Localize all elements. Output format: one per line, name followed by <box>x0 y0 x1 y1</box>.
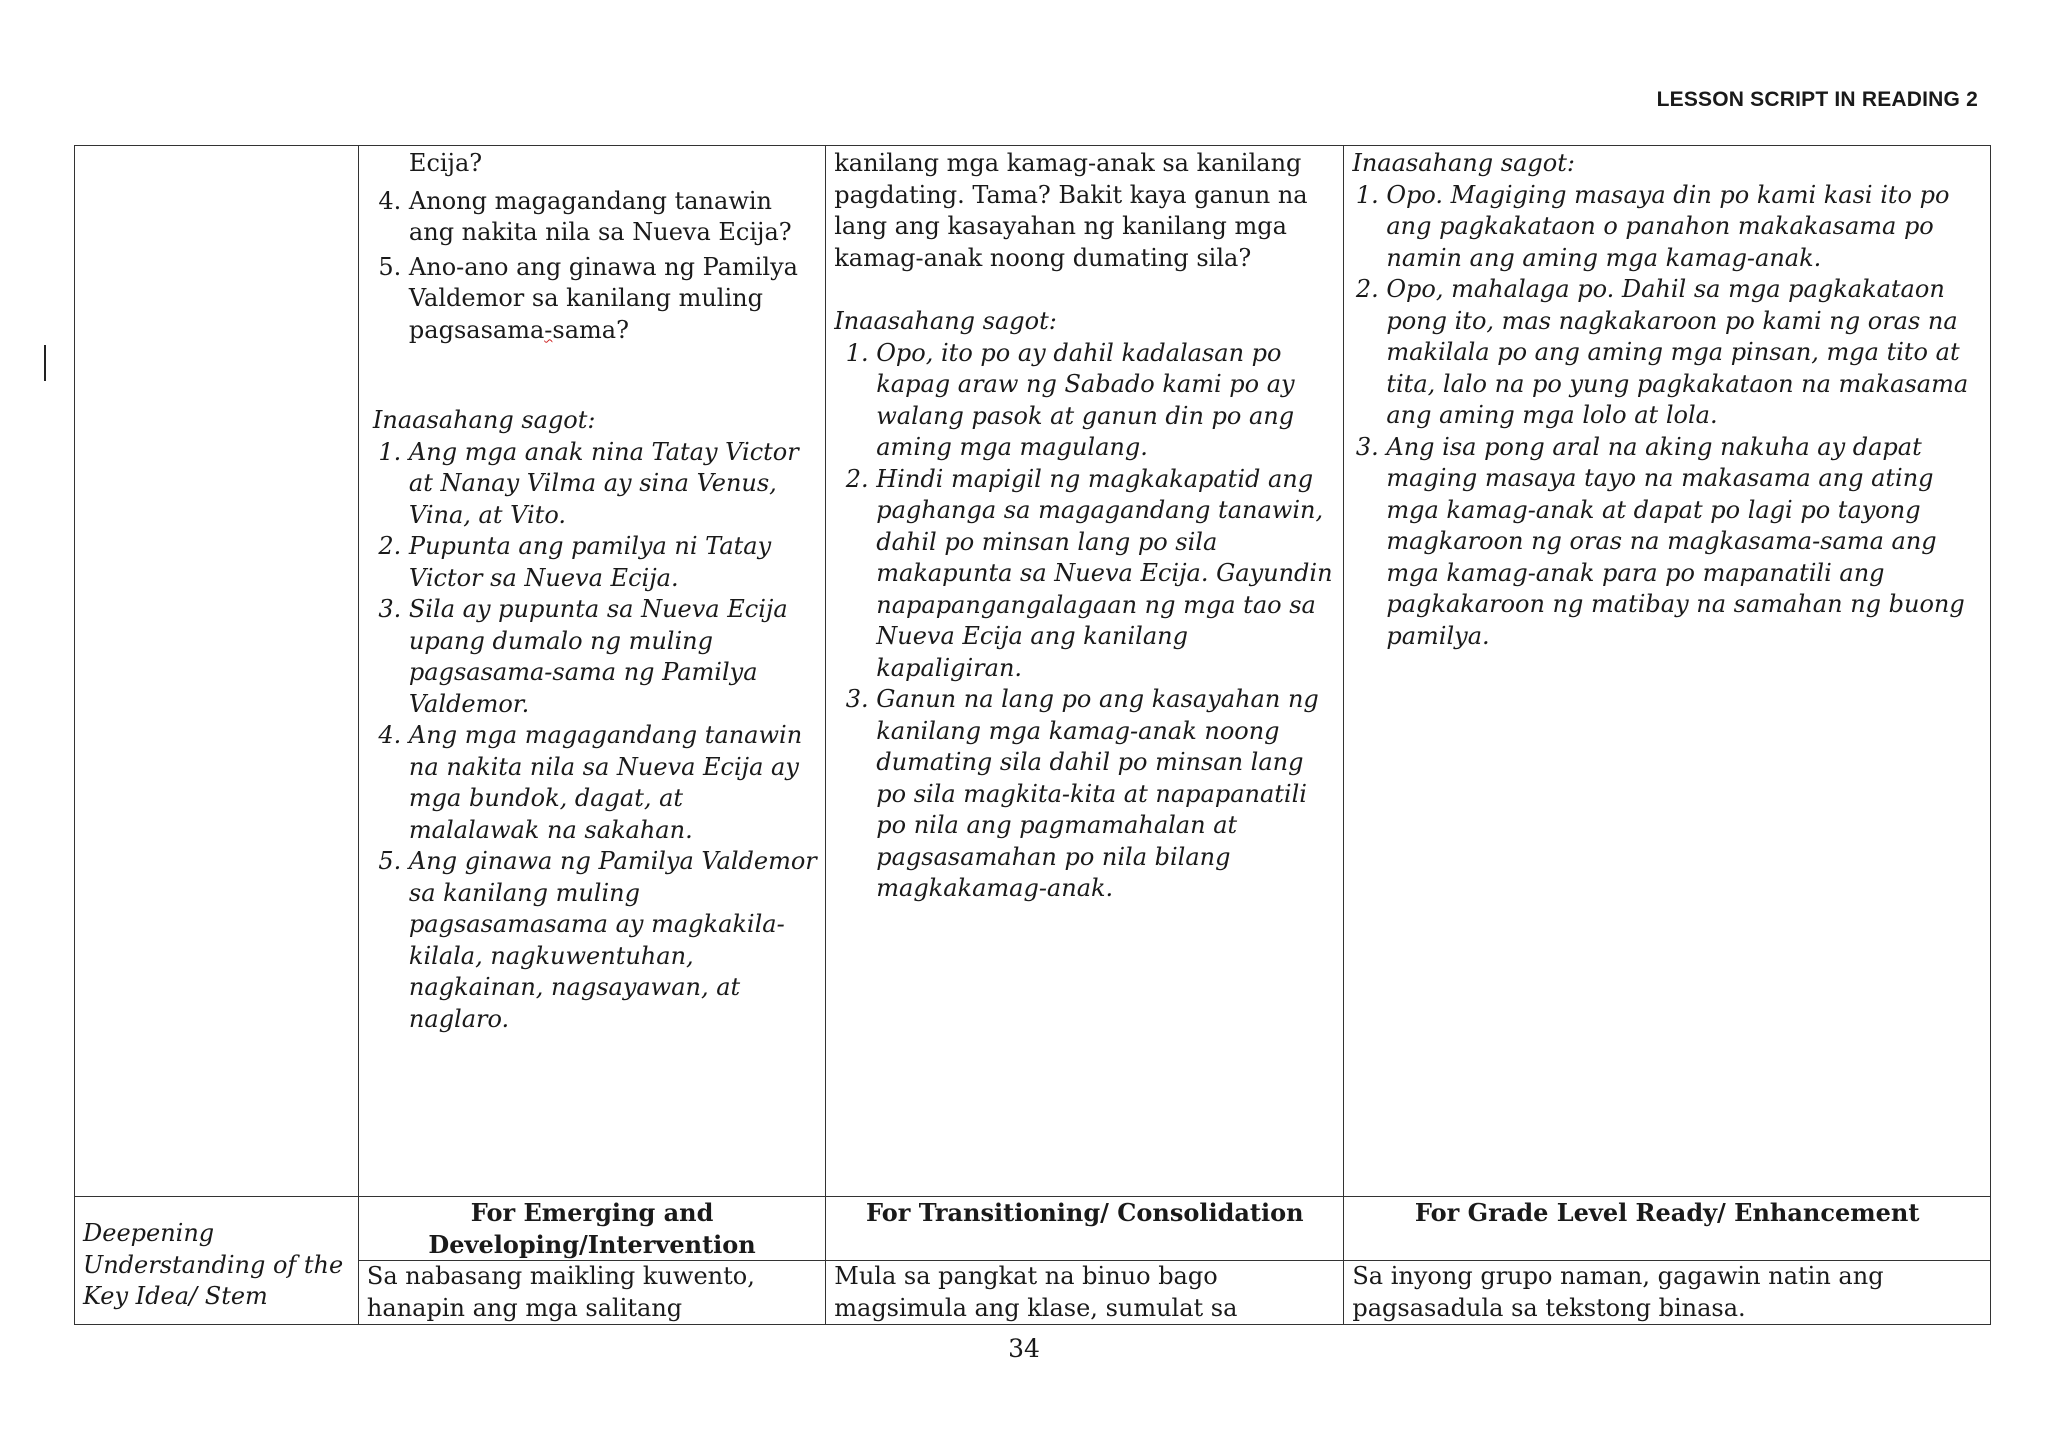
list-item: 5. Ang ginawa ng Pamilya Valdemor sa kanilang muling pagsasamasama ay magkakila-kilala, nagkuwentuhan, nagkainan, nagsayawan, at naglaro. <box>409 846 817 1035</box>
answer-list <box>834 338 1335 905</box>
list-item: 1. Opo, ito po ay dahil kadalasan po kapag araw ng Sabado kami po ay walang pasok at ganun din po ang aming mga magulang. <box>876 338 1335 464</box>
text-cursor-marker <box>44 345 46 381</box>
expected-answer-label: Inaasahang sagot: <box>1352 149 1575 177</box>
deepening-text-grade-level: Sa inyong grupo naman, gagawin natin ang pagsasadula sa tekstong binasa. <box>1344 1261 1991 1325</box>
table-cell-questions-answers <box>358 146 825 1197</box>
page-number: 34 <box>1008 1334 1040 1363</box>
answer-list <box>1352 180 1982 653</box>
table-row <box>75 1261 1991 1325</box>
question-continuation: kanilang mga kamag-anak sa kanilang pagdating. Tama? Bakit kaya ganun na lang ang kasayahan ng kanilang mga kamag-anak noong dumating sila? <box>834 149 1308 272</box>
table-row <box>75 1197 1991 1261</box>
list-item: 2. Hindi mapigil ng magkakapatid ang paghanga sa magagandang tanawin, dahil po minsan lang po sila makapunta sa Nueva Ecija. Gayundin napapangangalagaan ng mga tao sa Nueva Ecija ang kanilang kapaligiran. <box>876 464 1335 685</box>
list-item: 3. Ang isa pong aral na aking nakuha ay dapat maging masaya tayo na makasama ang ating mga kamag-anak at dapat po lagi po tayong magkaroon ng oras na magkasama-sama ang mga kamag-anak para po mapanatili ang pagkakaroon ng matibay na samahan ng buong pamilya. <box>1386 432 1982 653</box>
expected-answer-label: Inaasahang sagot: <box>372 406 596 434</box>
list-item: 2. Opo, mahalaga po. Dahil sa mga pagkakataon pong ito, mas nagkakaroon po kami ng oras na makilala po ang aming mga pinsan, mga tito at tita, lalo na po yung pagkakataon na makasama ang aming mga lolo at lola. <box>1386 274 1982 432</box>
list-item: 3. Ganun na lang po ang kasayahan ng kanilang mga kamag-anak noong dumating sila dahil po minsan lang po sila magkita-kita at napapanatili po nila ang pagmamahalan at pagsasamahan po nila bilang magkakamag-anak. <box>876 684 1335 905</box>
deepening-label: Deepening Understanding of the Key Idea/ Stem <box>75 1197 359 1325</box>
question-continuation: Ecija? <box>408 149 483 177</box>
question-list <box>367 186 817 347</box>
column-header-grade-level: For Grade Level Ready/ Enhancement <box>1344 1197 1991 1261</box>
page-header-title: LESSON SCRIPT IN READING 2 <box>1656 88 1978 111</box>
list-item: 4. Ang mga magagandang tanawin na nakita nila sa Nueva Ecija ay mga bundok, dagat, at malalawak na sakahan. <box>409 720 817 846</box>
expected-answer-label: Inaasahang sagot: <box>834 307 1057 335</box>
table-cell-enhancement-answers <box>1344 146 1991 1197</box>
lesson-table <box>74 145 1991 1325</box>
list-item: 3. Sila ay pupunta sa Nueva Ecija upang dumalo ng muling pagsasama-sama ng Pamilya Valdemor. <box>409 594 817 720</box>
table-row <box>75 146 1991 1197</box>
answer-list <box>367 437 817 1036</box>
list-item: 1. Ang mga anak nina Tatay Victor at Nanay Vilma ay sina Venus, Vina, at Vito. <box>409 437 817 532</box>
list-item: 2. Pupunta ang pamilya ni Tatay Victor sa Nueva Ecija. <box>409 531 817 594</box>
deepening-text-transitioning: Mula sa pangkat na binuo bago magsimula ang klase, sumulat sa <box>826 1261 1344 1325</box>
list-item: 1. Opo. Magiging masaya din po kami kasi ito po ang pagkakataon o panahon makakasama po namin ang aming mga kamag-anak. <box>1386 180 1982 275</box>
table-cell-empty <box>75 146 359 1197</box>
column-header-emerging: For Emerging and Developing/Intervention <box>358 1197 825 1261</box>
table-cell-transition-answers <box>826 146 1344 1197</box>
list-item: 5. Ano-ano ang ginawa ng Pamilya Valdemor sa kanilang muling pagsasama-sama? <box>409 252 817 347</box>
deepening-text-emerging: Sa nabasang maikling kuwento, hanapin ang mga salitang <box>358 1261 825 1325</box>
column-header-transitioning: For Transitioning/ Consolidation <box>826 1197 1344 1261</box>
list-item: 4. Anong magagandang tanawin ang nakita nila sa Nueva Ecija? <box>409 186 817 249</box>
spellcheck-mark: - <box>544 315 553 344</box>
